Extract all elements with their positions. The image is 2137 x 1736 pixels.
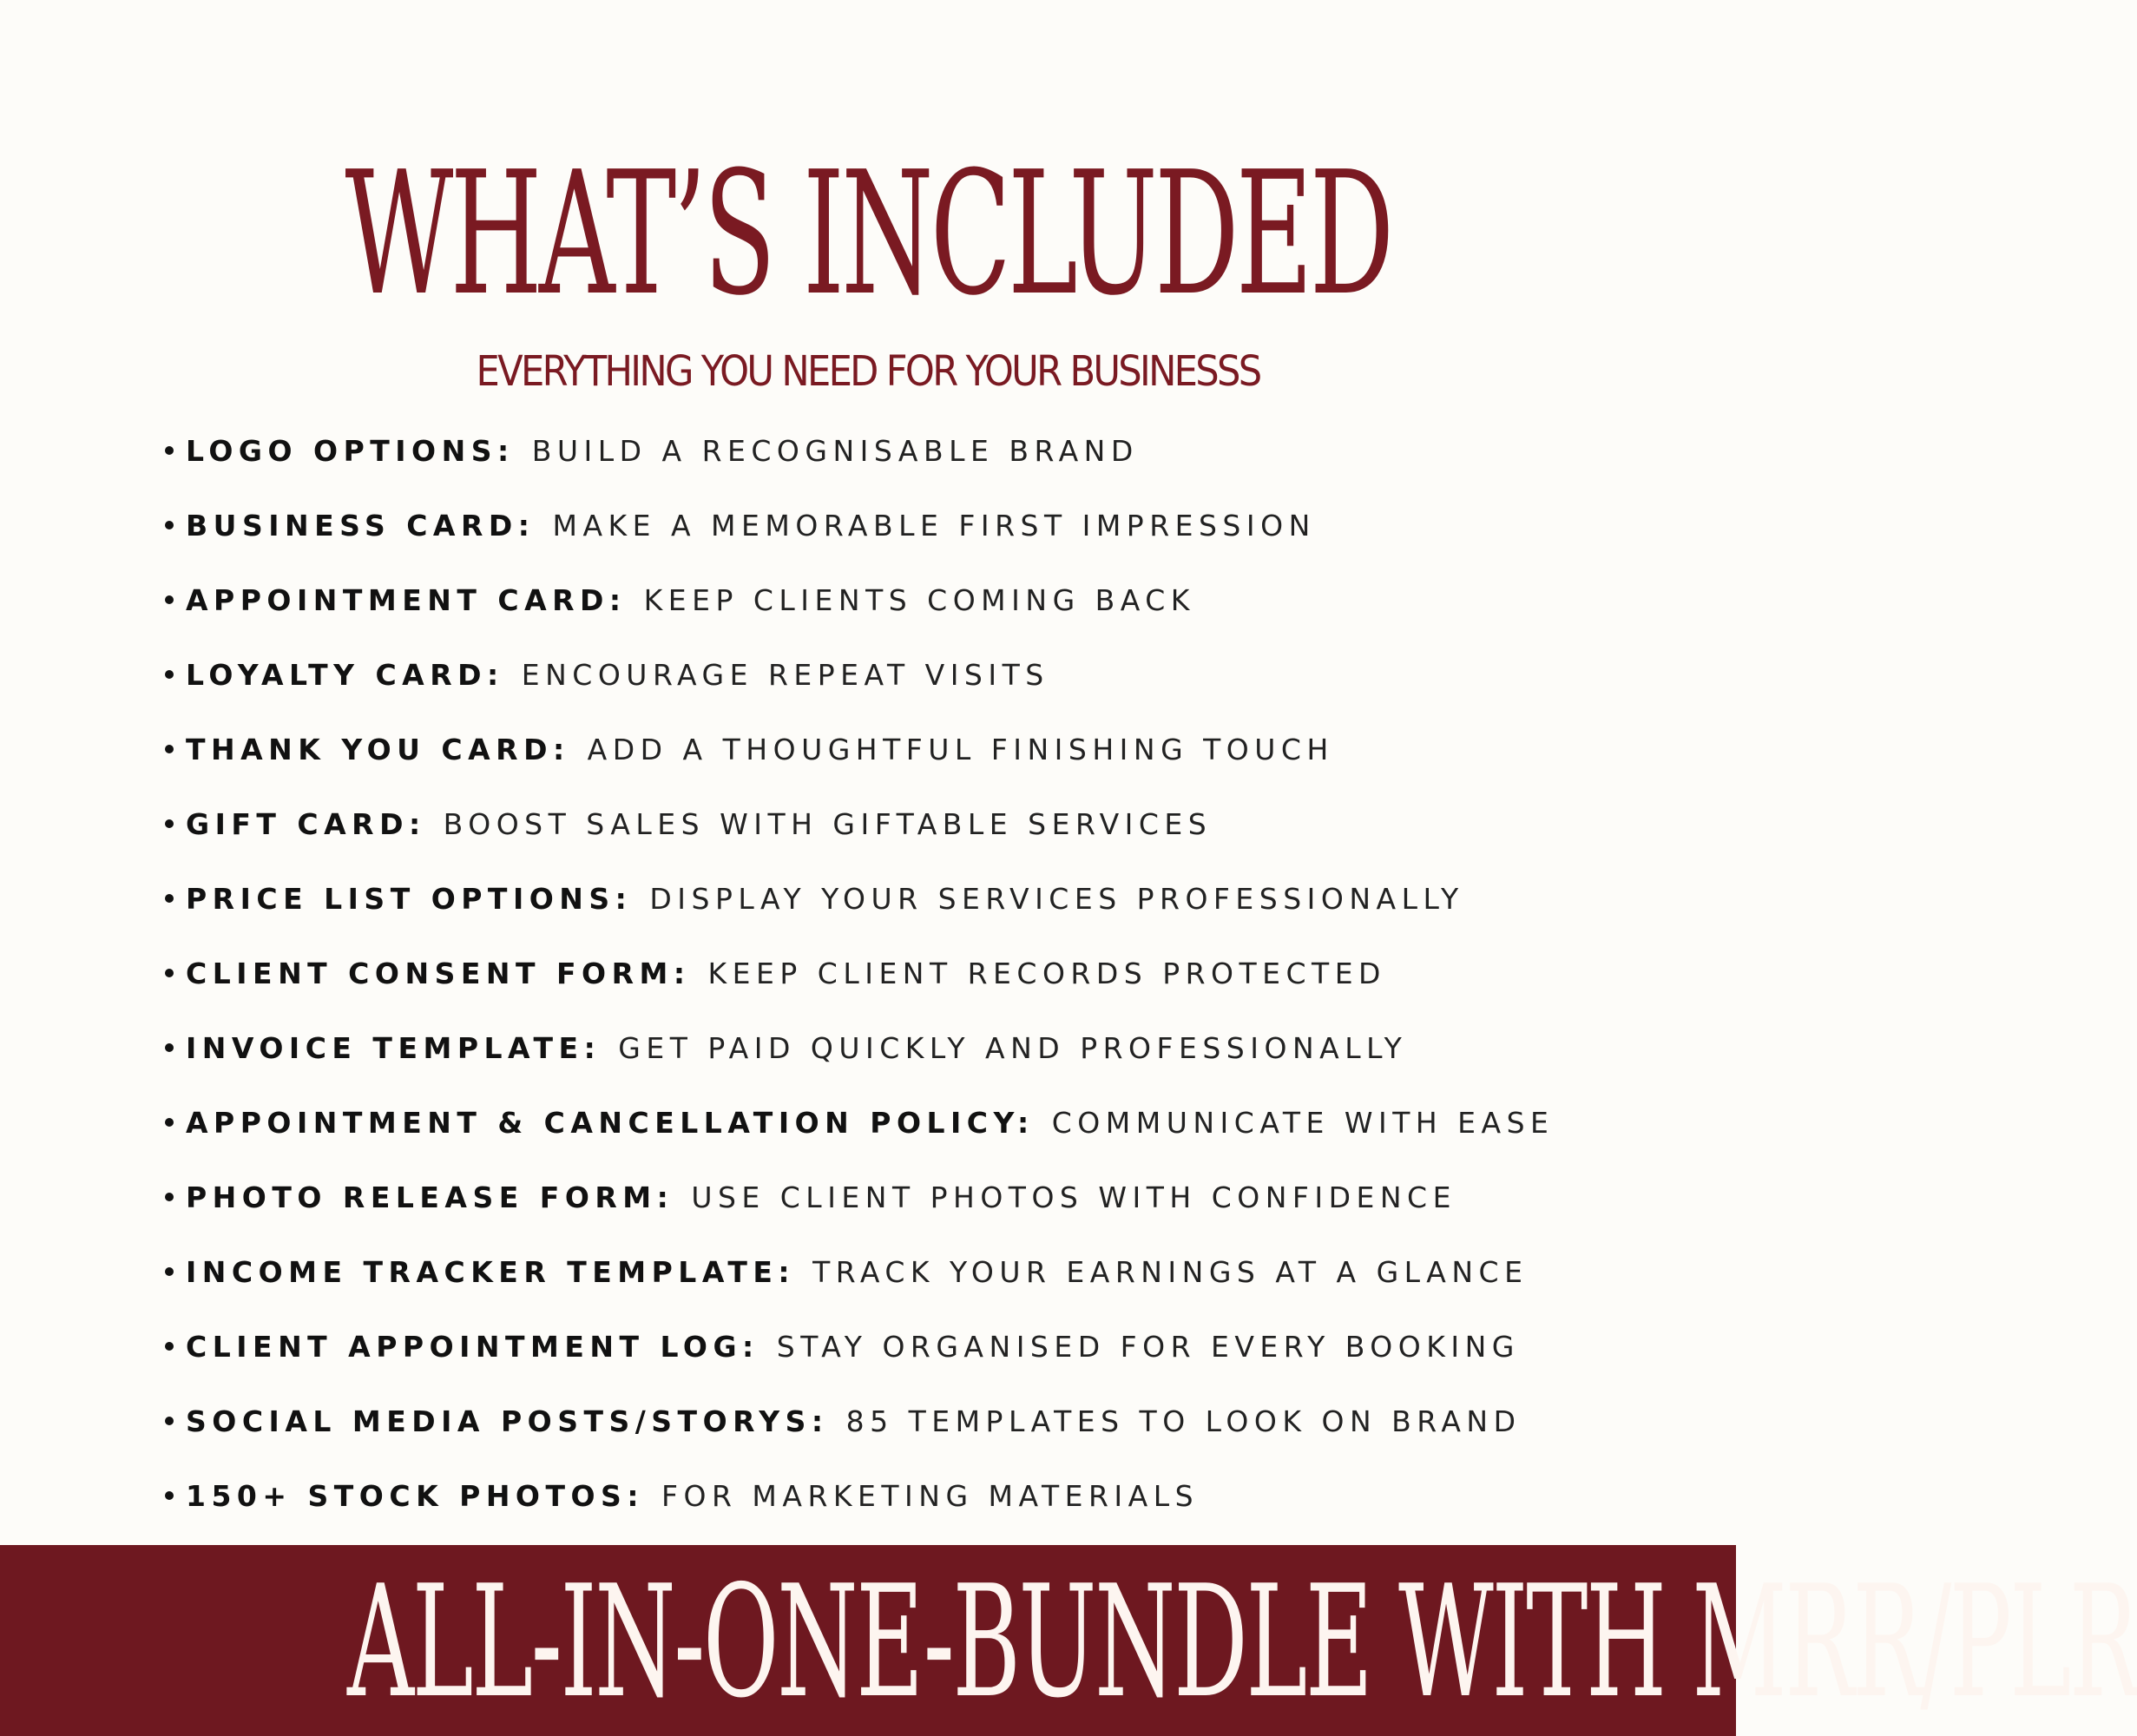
list-item bbox=[165, 1085, 1710, 1160]
list-item bbox=[165, 1160, 1710, 1234]
bottom-banner bbox=[0, 1545, 2137, 1736]
item-description: MAKE A MEMORABLE FIRST IMPRESSION bbox=[552, 508, 1316, 542]
item-description: ADD A THOUGHTFUL FINISHING TOUCH bbox=[587, 732, 1334, 766]
list-item bbox=[165, 488, 1710, 562]
item-label: LOYALTY CARD: bbox=[186, 657, 504, 692]
item-description: DISPLAY YOUR SERVICES PROFESSIONALLY bbox=[649, 881, 1464, 916]
list-item bbox=[165, 562, 1710, 637]
bullet-icon bbox=[165, 1193, 174, 1201]
item-description: ENCOURAGE REPEAT VISITS bbox=[521, 657, 1049, 692]
item-description: 85 TEMPLATES TO LOOK ON BRAND bbox=[845, 1404, 1522, 1438]
bullet-icon bbox=[165, 446, 174, 455]
item-description: COMMUNICATE WITH EASE bbox=[1051, 1105, 1555, 1140]
list-item bbox=[165, 413, 1710, 488]
bullet-icon bbox=[165, 1491, 174, 1500]
bullet-icon bbox=[165, 1417, 174, 1425]
item-description: USE CLIENT PHOTOS WITH CONFIDENCE bbox=[691, 1180, 1456, 1214]
list-item bbox=[165, 786, 1710, 861]
item-label: CLIENT CONSENT FORM: bbox=[186, 956, 691, 990]
list-item bbox=[165, 1234, 1710, 1309]
item-description: BOOST SALES WITH GIFTABLE SERVICES bbox=[443, 806, 1213, 841]
item-description: KEEP CLIENT RECORDS PROTECTED bbox=[707, 956, 1386, 990]
item-label: APPOINTMENT CARD: bbox=[186, 582, 627, 617]
bullet-icon bbox=[165, 595, 174, 604]
list-item bbox=[165, 712, 1710, 786]
item-description: STAY ORGANISED FOR EVERY BOOKING bbox=[776, 1329, 1520, 1364]
item-label: 150+ STOCK PHOTOS: bbox=[186, 1478, 645, 1513]
included-items-list bbox=[165, 413, 1710, 1533]
bullet-icon bbox=[165, 521, 174, 529]
item-label: PRICE LIST OPTIONS: bbox=[186, 881, 633, 916]
bullet-icon bbox=[165, 745, 174, 753]
list-item bbox=[165, 637, 1710, 712]
list-item bbox=[165, 861, 1710, 936]
banner-text: ALL-IN-ONE-BUNDLE WITH MRR/PLR bbox=[347, 1552, 2137, 1732]
item-label: GIFT CARD: bbox=[186, 806, 426, 841]
list-item bbox=[165, 1309, 1710, 1384]
item-label: INVOICE TEMPLATE: bbox=[186, 1030, 602, 1065]
list-item bbox=[165, 1458, 1710, 1533]
list-item bbox=[165, 1010, 1710, 1085]
bullet-icon bbox=[165, 969, 174, 977]
item-label: SOCIAL MEDIA POSTS/STORYS: bbox=[186, 1404, 829, 1438]
item-label: THANK YOU CARD: bbox=[186, 732, 570, 766]
bullet-icon bbox=[165, 670, 174, 679]
list-item bbox=[165, 936, 1710, 1010]
bullet-icon bbox=[165, 1267, 174, 1276]
bullet-icon bbox=[165, 1043, 174, 1052]
item-description: KEEP CLIENTS COMING BACK bbox=[643, 582, 1195, 617]
item-description: TRACK YOUR EARNINGS AT A GLANCE bbox=[812, 1254, 1529, 1289]
bullet-icon bbox=[165, 1118, 174, 1127]
item-label: APPOINTMENT & CANCELLATION POLICY: bbox=[186, 1105, 1035, 1140]
item-label: PHOTO RELEASE FORM: bbox=[186, 1180, 674, 1214]
item-description: FOR MARKETING MATERIALS bbox=[661, 1478, 1200, 1513]
bullet-icon bbox=[165, 1342, 174, 1351]
bullet-icon bbox=[165, 819, 174, 828]
item-label: LOGO OPTIONS: bbox=[186, 433, 515, 468]
bullet-icon bbox=[165, 894, 174, 903]
item-label: INCOME TRACKER TEMPLATE: bbox=[186, 1254, 796, 1289]
list-item bbox=[165, 1384, 1710, 1458]
item-label: CLIENT APPOINTMENT LOG: bbox=[186, 1329, 759, 1364]
item-label: BUSINESS CARD: bbox=[186, 508, 536, 542]
page-subtitle: EVERYTHING YOU NEED FOR YOUR BUSINESSS bbox=[476, 347, 1260, 396]
item-description: GET PAID QUICKLY AND PROFESSIONALLY bbox=[618, 1030, 1408, 1065]
item-description: BUILD A RECOGNISABLE BRAND bbox=[531, 433, 1139, 468]
page-title: WHAT’S INCLUDED bbox=[345, 135, 1391, 333]
